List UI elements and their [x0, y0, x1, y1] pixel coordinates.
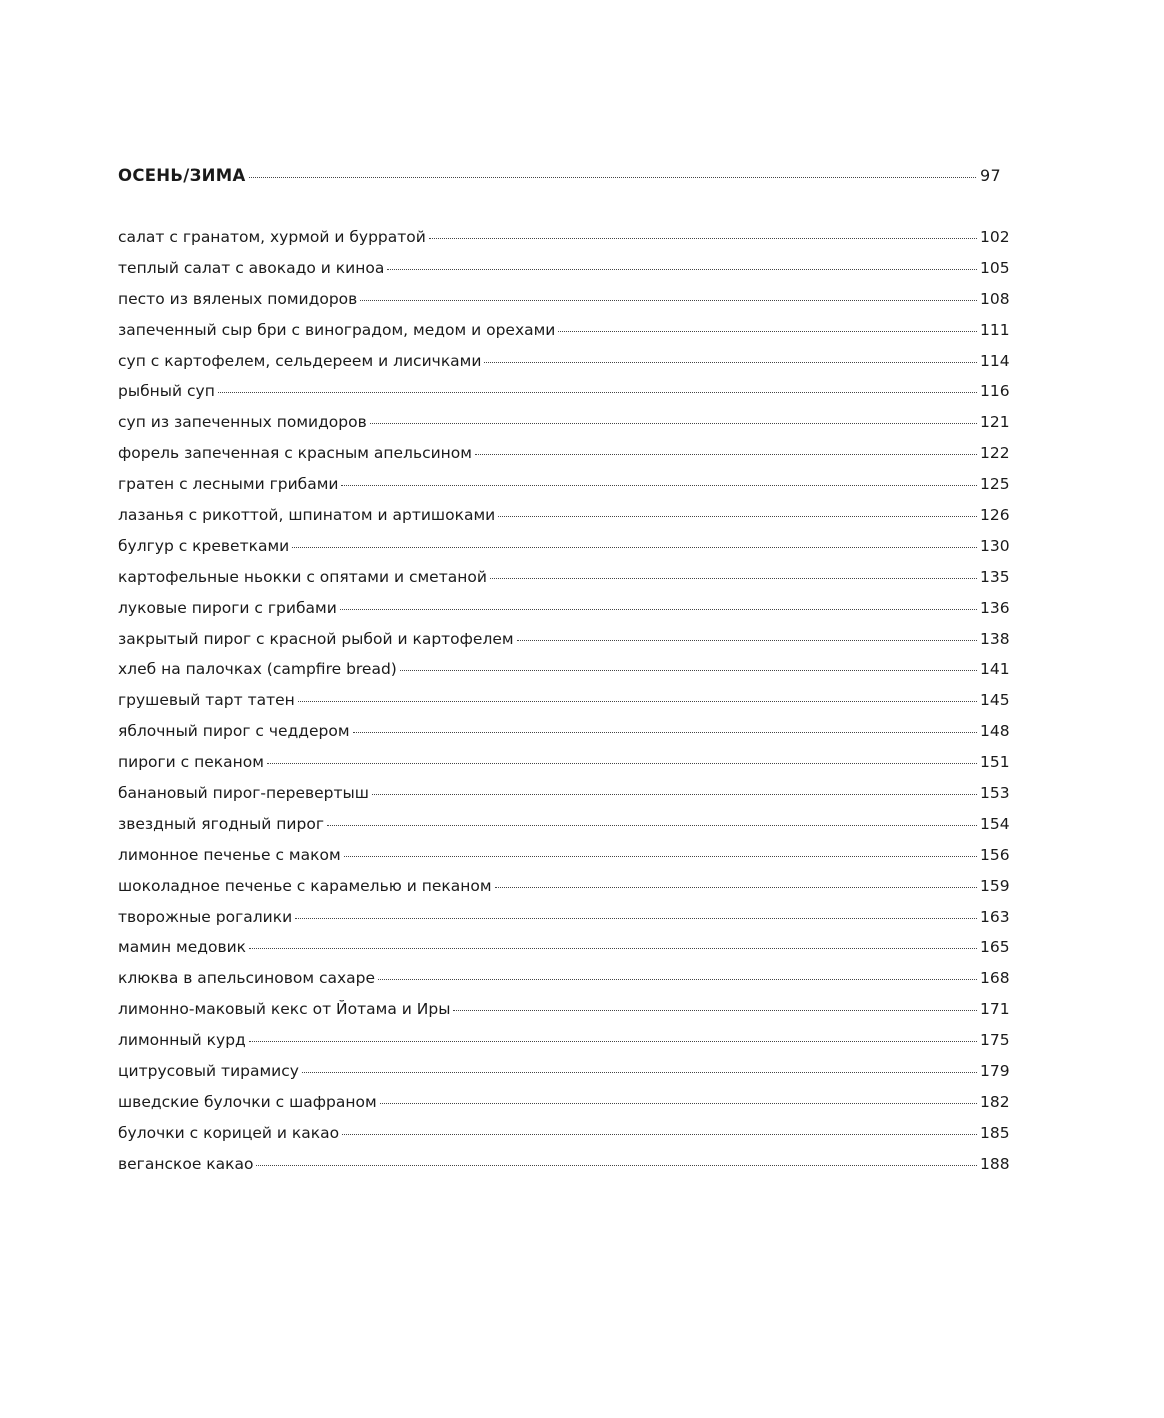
dot-leader — [484, 362, 977, 363]
toc-entry-title: гратен с лесными грибами — [118, 475, 339, 494]
dot-leader — [342, 1134, 977, 1135]
toc-entry-title: булочки с корицей и какао — [118, 1123, 340, 1142]
toc-entry-page-number: 138 — [980, 629, 1010, 648]
dot-leader — [378, 979, 977, 980]
toc-entry — [118, 1124, 1012, 1155]
dot-leader — [218, 392, 977, 393]
toc-entry-page-number: 122 — [980, 444, 1010, 463]
dot-leader — [249, 1041, 977, 1042]
dot-leader — [256, 1165, 977, 1166]
toc-entry-page-number: 141 — [980, 660, 1010, 679]
dot-leader — [490, 578, 977, 579]
toc-entry-title: шведские булочки с шафраном — [118, 1092, 377, 1111]
toc-entry — [118, 1000, 1012, 1031]
toc-entry-page-number: 163 — [980, 907, 1010, 926]
toc-entry — [118, 969, 1012, 1000]
toc-entry — [118, 599, 1012, 630]
toc-entry — [118, 815, 1012, 846]
toc-entry-page-number: 105 — [980, 258, 1010, 277]
toc-entry-page-number: 179 — [980, 1062, 1010, 1081]
toc-entry-page-number: 102 — [980, 228, 1010, 246]
toc-entry-title: клюква в апельсиновом сахаре — [118, 969, 376, 988]
toc-entry-list — [118, 228, 1012, 1186]
toc-entry — [118, 846, 1012, 877]
toc-entry-title: лимонное печенье с маком — [118, 845, 341, 864]
toc-entry — [118, 259, 1012, 290]
toc-entry-page-number: 156 — [980, 845, 1010, 864]
toc-entry-page-number: 165 — [980, 938, 1010, 957]
toc-entry-page-number: 125 — [980, 475, 1010, 494]
toc-entry — [118, 753, 1012, 784]
toc-entry-title: звездный ягодный пирог — [118, 814, 324, 833]
dot-leader — [429, 238, 977, 239]
dot-leader — [249, 948, 977, 949]
dot-leader — [387, 269, 977, 270]
toc-entry-page-number: 171 — [980, 1000, 1010, 1019]
dot-leader — [249, 177, 976, 178]
dot-leader — [360, 300, 977, 301]
toc-entry — [118, 537, 1012, 568]
section-page-number: 97 — [980, 166, 1001, 185]
dot-leader — [344, 856, 977, 857]
toc-entry-title: песто из вяленых помидоров — [118, 289, 358, 308]
toc-entry — [118, 228, 1012, 259]
toc-entry-page-number: 108 — [980, 289, 1010, 308]
dot-leader — [327, 825, 977, 826]
toc-entry — [118, 660, 1012, 691]
toc-entry — [118, 475, 1012, 506]
toc-entry — [118, 908, 1012, 939]
toc-entry — [118, 290, 1012, 321]
toc-entry-title: суп с картофелем, сельдереем и лисичками — [118, 351, 482, 370]
toc-entry-title: пироги с пеканом — [118, 753, 264, 772]
toc-entry-page-number: 148 — [980, 722, 1010, 741]
toc-entry-title: суп из запеченных помидоров — [118, 413, 367, 432]
toc-entry-title: лазанья с рикоттой, шпинатом и артишоками — [118, 506, 496, 525]
toc-entry-title: закрытый пирог с красной рыбой и картофелем — [118, 629, 514, 648]
toc-entry — [118, 413, 1012, 444]
dot-leader — [380, 1103, 977, 1104]
dot-leader — [400, 670, 977, 671]
toc-entry-title: шоколадное печенье с карамелью и пеканом — [118, 876, 492, 895]
dot-leader — [370, 423, 977, 424]
toc-entry-page-number: 126 — [980, 506, 1010, 525]
toc-entry-title: теплый салат с авокадо и киноа — [118, 258, 385, 277]
toc-entry — [118, 506, 1012, 537]
toc-entry-page-number: 185 — [980, 1123, 1010, 1142]
toc-entry-page-number: 188 — [980, 1154, 1010, 1173]
toc-entry — [118, 1155, 1012, 1186]
toc-entry-title: творожные рогалики — [118, 907, 293, 926]
toc-entry-title: грушевый тарт татен — [118, 691, 295, 710]
toc-entry — [118, 784, 1012, 815]
toc-entry-page-number: 159 — [980, 876, 1010, 895]
dot-leader — [302, 1072, 977, 1073]
toc-entry-page-number: 114 — [980, 351, 1010, 370]
toc-entry — [118, 691, 1012, 722]
dot-leader — [453, 1010, 977, 1011]
toc-entry-title: картофельные ньокки с опятами и сметаной — [118, 567, 487, 586]
dot-leader — [353, 732, 977, 733]
toc-entry-title: веганское какао — [118, 1154, 254, 1173]
dot-leader — [267, 763, 977, 764]
dot-leader — [295, 918, 977, 919]
toc-entry-title: яблочный пирог с чеддером — [118, 722, 350, 741]
toc-entry — [118, 1093, 1012, 1124]
toc-entry-title: банановый пирог-перевертыш — [118, 784, 369, 803]
toc-entry — [118, 722, 1012, 753]
dot-leader — [298, 701, 977, 702]
toc-entry-page-number: 151 — [980, 753, 1010, 772]
toc-entry-title: мамин медовик — [118, 938, 247, 957]
dot-leader — [340, 609, 977, 610]
toc-entry-page-number: 135 — [980, 567, 1010, 586]
dot-leader — [341, 485, 977, 486]
toc-entry-title: цитрусовый тирамису — [118, 1062, 299, 1081]
toc-entry-title: рыбный суп — [118, 382, 215, 401]
section-heading — [118, 166, 1012, 196]
toc-entry — [118, 321, 1012, 352]
dot-leader — [495, 887, 977, 888]
dot-leader — [292, 547, 977, 548]
toc-entry-page-number: 130 — [980, 536, 1010, 555]
toc-entry-page-number: 116 — [980, 382, 1010, 401]
dot-leader — [517, 640, 977, 641]
toc-entry — [118, 630, 1012, 661]
toc-entry — [118, 938, 1012, 969]
toc-entry-title: форель запеченная с красным апельсином — [118, 444, 472, 463]
toc-entry — [118, 568, 1012, 599]
toc-entry-page-number: 154 — [980, 814, 1010, 833]
toc-entry-page-number: 121 — [980, 413, 1010, 432]
toc-entry-title: салат с гранатом, хурмой и бурратой — [118, 228, 426, 246]
toc-entry-page-number: 182 — [980, 1092, 1010, 1111]
section-title: ОСЕНЬ/ЗИМА — [118, 166, 246, 185]
toc-entry — [118, 1062, 1012, 1093]
toc-entry-page-number: 175 — [980, 1031, 1010, 1050]
toc-entry — [118, 382, 1012, 413]
table-of-contents — [118, 166, 1012, 1186]
toc-entry — [118, 352, 1012, 383]
toc-entry — [118, 877, 1012, 908]
toc-entry-title: лимонный курд — [118, 1031, 246, 1050]
toc-entry-title: луковые пироги с грибами — [118, 598, 337, 617]
dot-leader — [475, 454, 977, 455]
toc-entry-page-number: 153 — [980, 784, 1010, 803]
toc-entry — [118, 444, 1012, 475]
toc-entry-page-number: 168 — [980, 969, 1010, 988]
toc-entry — [118, 1031, 1012, 1062]
toc-entry-title: лимонно-маковый кекс от Йотама и Иры — [118, 1000, 451, 1019]
toc-entry-page-number: 136 — [980, 598, 1010, 617]
dot-leader — [372, 794, 977, 795]
toc-entry-page-number: 111 — [980, 320, 1010, 339]
toc-entry-title: запеченный сыр бри с виноградом, медом и орехами — [118, 320, 556, 339]
dot-leader — [498, 516, 977, 517]
toc-entry-page-number: 145 — [980, 691, 1010, 710]
toc-entry-title: булгур с креветками — [118, 536, 290, 555]
toc-entry-title: хлеб на палочках (campfire bread) — [118, 660, 397, 679]
dot-leader — [558, 331, 977, 332]
